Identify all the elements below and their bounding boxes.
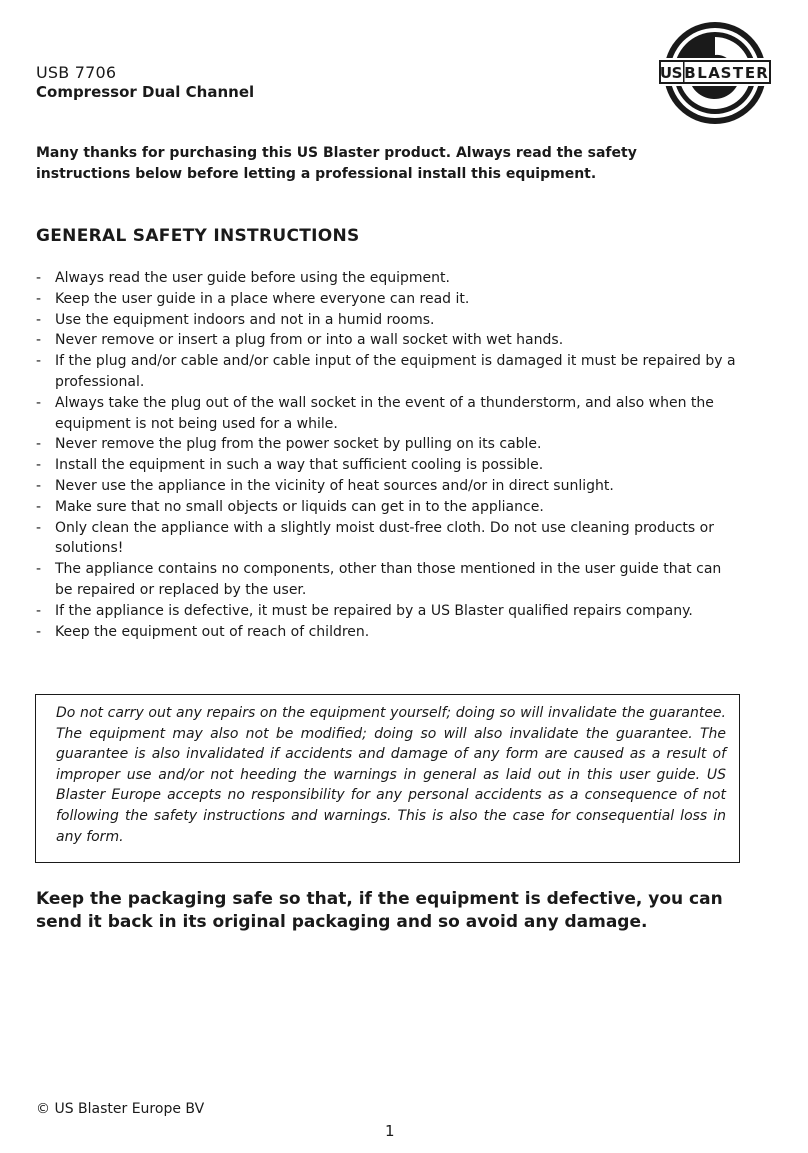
- guarantee-warning-text: Do not carry out any repairs on the equipment yourself; doing so will invalidate the guarantee. The equipment may also not be modified; doing so will also invalidate the guarantee. The guarantee is also invalidated if accidents and damage of any form are caused as a result of improper use and/or not heeding the warnings in general as laid out in this user guide. US Blaster Europe accepts no responsibility for any personal accidents as a consequence of not following the safety instructions and warnings. This is also the case for consequential loss in any form.: [56, 705, 726, 845]
- list-item: - Never remove or insert a plug from or into a wall socket with wet hands.: [36, 330, 736, 351]
- list-item: - Never remove the plug from the power socket by pulling on its cable.: [36, 434, 736, 455]
- model-number: USB 7706: [36, 63, 117, 82]
- svg-text:S: S: [671, 64, 683, 82]
- svg-text:U: U: [659, 64, 673, 82]
- list-item: - Only clean the appliance with a slightly moist dust-free cloth. Do not use cleaning products or solutions!: [36, 518, 736, 560]
- list-item: - Always take the plug out of the wall socket in the event of a thunderstorm, and also when the equipment is not being used for a while.: [36, 393, 736, 435]
- list-item: - If the plug and/or cable and/or cable input of the equipment is damaged it must be repaired by a professional.: [36, 351, 736, 393]
- product-title: Compressor Dual Channel: [36, 83, 255, 101]
- list-item: - Install the equipment in such a way that sufficient cooling is possible.: [36, 455, 736, 476]
- list-item: - Never use the appliance in the vicinity of heat sources and/or in direct sunlight.: [36, 476, 736, 497]
- list-item: - Keep the user guide in a place where everyone can read it.: [36, 289, 736, 310]
- svg-text:L: L: [697, 64, 707, 82]
- copyright: © US Blaster Europe BV: [36, 1101, 205, 1117]
- svg-text:E: E: [744, 64, 756, 82]
- svg-text:R: R: [756, 64, 768, 82]
- list-item: - If the appliance is defective, it must be repaired by a US Blaster qualified repairs company.: [36, 601, 736, 622]
- us-blaster-logo: [656, 20, 774, 126]
- page-number: 1: [385, 1122, 395, 1140]
- list-item: - Keep the equipment out of reach of children.: [36, 622, 736, 643]
- list-item: - Use the equipment indoors and not in a humid rooms.: [36, 310, 736, 331]
- svg-text:A: A: [708, 64, 720, 82]
- list-item: - Always read the user guide before using the equipment.: [36, 268, 736, 289]
- guarantee-warning-box: [35, 694, 740, 863]
- list-item: - The appliance contains no components, other than those mentioned in the user guide that can be repaired or replaced by the user.: [36, 559, 736, 601]
- safety-instructions-list: [36, 268, 736, 642]
- svg-text:B: B: [684, 64, 696, 82]
- list-item: - Make sure that no small objects or liquids can get in to the appliance.: [36, 497, 736, 518]
- intro-paragraph: Many thanks for purchasing this US Blaster product. Always read the safety instructions below before letting a professional install this equipment.: [36, 145, 637, 182]
- safety-heading: GENERAL SAFETY INSTRUCTIONS: [36, 226, 360, 246]
- svg-text:T: T: [732, 64, 744, 82]
- svg-text:S: S: [720, 64, 732, 82]
- packaging-notice: Keep the packaging safe so that, if the equipment is defective, you can send it back in its original packaging and so avoid any damage.: [36, 889, 723, 932]
